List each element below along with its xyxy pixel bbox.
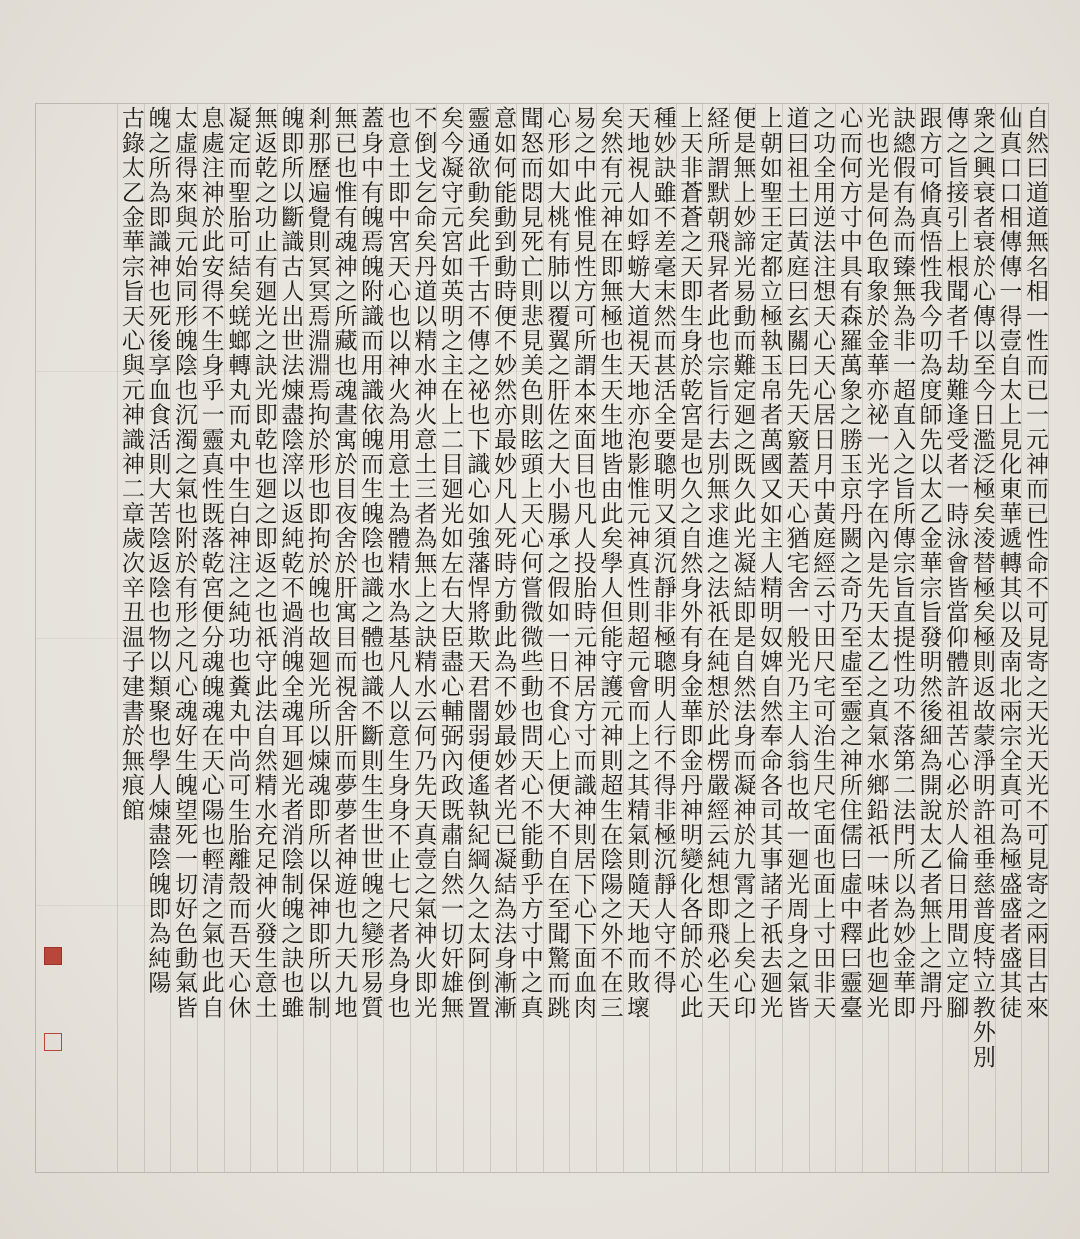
- text-column: 便是無上妙諦光易動而難定廻之既久此光凝結即是自然法身而凝神於九霄之上矣心印: [729, 104, 756, 1172]
- outline-seal-stamp: [44, 1033, 62, 1051]
- text-column: 古錄太乙金華宗旨天心與元神識神二章歲次辛丑温子建書於無痕館: [117, 104, 144, 1172]
- text-column: 心形如大桃有肺以覆翼之肝佐之大小腸承之假如一日不食心上便大不自在至聞驚而跳: [543, 104, 570, 1172]
- text-columns: [36, 104, 1048, 1172]
- text-column: 経所謂默朝飛昇者此也宗旨行去別無求進之法祇在純想於此楞嚴經云純想即飛必生天: [702, 104, 729, 1172]
- text-column: 矣然有元神在即無極也生天生地皆由此矣學人但能守護元神則超生在陰陽之外不在三: [596, 104, 623, 1172]
- text-column: 不倒戈乞命矣丹道以精水神火意土三者為無上之訣精水云何乃先天真壹之氣神火即光: [410, 104, 437, 1172]
- text-column: 意如何能動到動時便不妙然亦最妙凡人死時方動此為不妙最妙者光已凝結為法身漸漸: [490, 104, 517, 1172]
- text-column: 訣總假有為而臻無為非一超直入之旨所傳宗旨直提性功不落第二法門所以為妙金華即: [888, 104, 915, 1172]
- text-column: 道曰祖土曰黃庭曰玄關曰先天竅蓋天心猶宅舍一般光乃主人翁也故一廻光周身之氣皆: [782, 104, 809, 1172]
- text-column: 天地視人如蜉蝣大道視天地亦泡影惟元神真性則超元會而上之其精氣則隨天地而敗壞: [623, 104, 650, 1172]
- text-column: 之功全用逆法注想天心天心居日月中黃庭經云寸田尺宅可治生尺宅面也面上寸田非天: [809, 104, 836, 1172]
- text-column: 蓋身中有魄焉魄附識而用識依魄而生魄陰也識之體也識不斷則生生世世魄之變形易質: [357, 104, 384, 1172]
- text-column: 自然曰道道無名相一性而已一元神而已性命不可見寄之天光天光不可見寄之兩目古來: [1021, 104, 1048, 1172]
- text-column: 無返乾之功止有廻光之訣光即乾也廻之即返之也祇守此法自然精水充足神火發生意土: [250, 104, 277, 1172]
- text-column: 剎那歷遍覺則冥冥焉淵淵焉拘於形也即拘於魄也故廻光所以煉魂即所以保神即所以制: [303, 104, 330, 1172]
- text-column: 聞怒而悶見死亡則悲見美色則眩頭上天心何嘗微微些動也問天心不能動乎方寸中之真: [516, 104, 543, 1172]
- text-column: 仙真口口相傳傳一得壹自太上見化東華遞轉其以及南北兩宗全真可為極盛盛者盛其徒: [995, 104, 1022, 1172]
- text-column: 息處注神於此安得不生身乎一靈真性既落乾宮便分魂魄魂在天心陽也輕清之氣也此自: [197, 104, 224, 1172]
- calligraphy-grid: [35, 103, 1049, 1173]
- red-seal-stamp: [44, 947, 62, 965]
- text-column: 種妙訣雖不差毫末然而甚活全要聰明又須沉靜非極聰明人行不得非極沉靜人守不得: [649, 104, 676, 1172]
- text-column: 上天非蒼蒼之天即生身於乾宮是也久之自然身外有身金華即金丹神明變化各師於心此: [676, 104, 703, 1172]
- text-column: 衆之興衰者衰於心傳以至今日濫泛極矣淩替極矣極則返故蒙淨明許祖垂慈普度特立教外別: [968, 104, 995, 1172]
- text-column: 也意土即中宮天心也以神火為用意土為體精水為基凡人以意生身身不止七尺者為身也: [383, 104, 410, 1172]
- text-column: 易之中此惟見性方可所謂本來面目也凡人投胎時元神居方寸而識神則居下心下面血肉: [569, 104, 596, 1172]
- text-column: 凝定而聖胎可結矣蜣螂轉丸而丸中生白神注之純功也糞丸中尚可生胎離殼而吾天心休: [224, 104, 251, 1172]
- text-column: 心而何方寸中具有森羅萬象之勝玉京丹闕之奇乃至虛至靈之神所住儒曰虛中釋曰靈臺: [835, 104, 862, 1172]
- text-column: 跟方可脩真悟性我今叨為度師先以太乙金華宗旨發明然後細為開說太乙者無上之謂丹: [915, 104, 942, 1172]
- text-column: 太虛得來與元始同形魄陰也沉濁之氣也附於有形之凡心魂好生魄望死一切好色動氣皆: [170, 104, 197, 1172]
- text-column: 無已也惟有魂神之所藏也魂晝寓於目夜舍於肝寓目而視舍肝而夢夢者神遊也九天九地: [330, 104, 357, 1172]
- text-column: 光也光是何色取象於金華亦祕一光字在內是先天太乙之真氣水鄉鉛祇一味者此也廻光: [862, 104, 889, 1172]
- text-column: 矣今凝守元宮如英明之主在上二目廻光如左右大臣盡心輔弼內政既肅自然一切奸雄無: [436, 104, 463, 1172]
- text-column: 靈通欲動矣此千古不傳之祕也下識心如強藩悍將欺天君闇弱便遙執紀綱久之太阿倒置: [463, 104, 490, 1172]
- text-column: 傳之旨接引上根聞者千劫難逢受者一時泳會皆當仰體許祖苦心必於人倫日用間立定腳: [942, 104, 969, 1172]
- text-column: 魄之所為即識神也死後享血食活則大苦陰返陰也物以類聚也學人煉盡陰魄即為純陽: [144, 104, 171, 1172]
- text-column: 魄即所以斷識古人出世法煉盡陰滓以返純乾不過消魄全魂耳廻光者消陰制魄之訣也雖: [277, 104, 304, 1172]
- text-column: 上朝如聖王定都立極執玉帛者萬國又如主人精明奴婢自然奉命各司其事諸子祇去廻光: [755, 104, 782, 1172]
